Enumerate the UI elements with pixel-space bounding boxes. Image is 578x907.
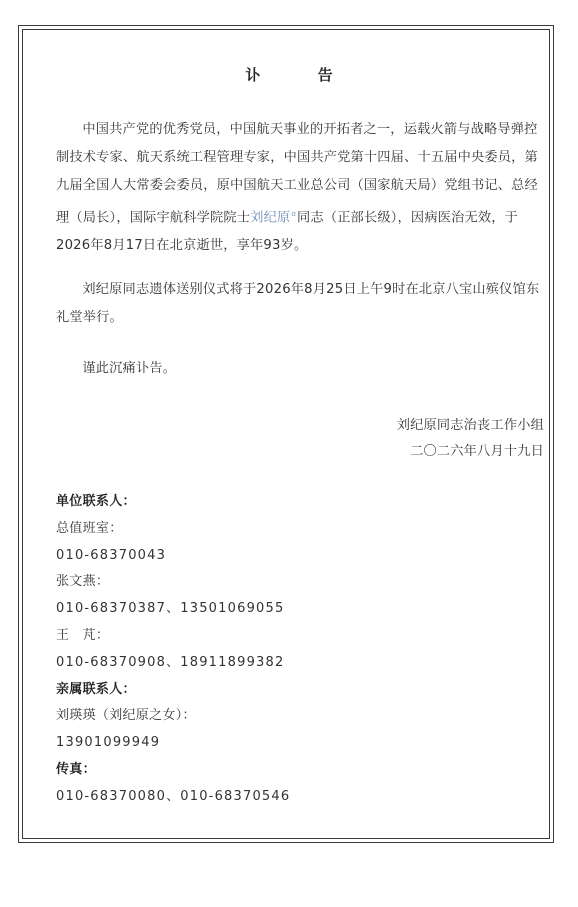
paragraph-1-text-before: 中国共产党的优秀党员，中国航天事业的开拓者之一，运载火箭与战略导弹控制技术专家、航天系统工程管理专家，中国共产党第十四届、十五届中央委员，第九届全国人大常委会委员，原中国航天工业总公司（国家航天局）党组书记、总经理（局长），国际宇航科学院院士 bbox=[56, 122, 538, 226]
contact-label: 刘瑛瑛（刘纪原之女）： bbox=[56, 708, 196, 724]
contact-label: 总值班室： bbox=[56, 520, 123, 536]
signature-org: 刘纪原同志治丧工作小组 bbox=[396, 418, 544, 433]
obituary-paragraph-2: 刘纪原同志遗体送别仪式将于2026年8月25日上午9时在北京八宝山殡仪馆东礼堂举行。 bbox=[56, 282, 540, 325]
contact-phone: 010-68370043 bbox=[56, 547, 167, 563]
contact-phone: 010-68370080、010-68370546 bbox=[56, 788, 291, 804]
contact-phone: 13901099949 bbox=[56, 735, 161, 751]
contact-label: 王 芃： bbox=[56, 627, 110, 643]
contact-heading: 传真： bbox=[56, 761, 96, 777]
obituary-paragraph-1 bbox=[56, 116, 546, 260]
name-link[interactable]: 刘纪原 bbox=[250, 210, 291, 226]
search-icon[interactable]: ɑ bbox=[291, 210, 297, 218]
contact-heading: 单位联系人： bbox=[56, 494, 136, 509]
contact-phone: 010-68370387、13501069055 bbox=[56, 601, 285, 617]
contacts-section bbox=[56, 489, 536, 811]
paragraph-1-text-after: 同志（正部长级），因病医治无效，于2026年8月17日在北京逝世，享年93岁。 bbox=[56, 210, 519, 254]
contact-phone: 010-68370908、18911899382 bbox=[56, 654, 285, 670]
contact-heading: 亲属联系人： bbox=[56, 681, 136, 697]
signature-date: 二〇二六年八月十九日 bbox=[410, 444, 544, 459]
obituary-paragraph-3: 谨此沉痛讣告。 bbox=[82, 361, 177, 376]
page-title: 讣 告 bbox=[245, 66, 359, 84]
contact-label: 张文燕： bbox=[56, 574, 110, 590]
